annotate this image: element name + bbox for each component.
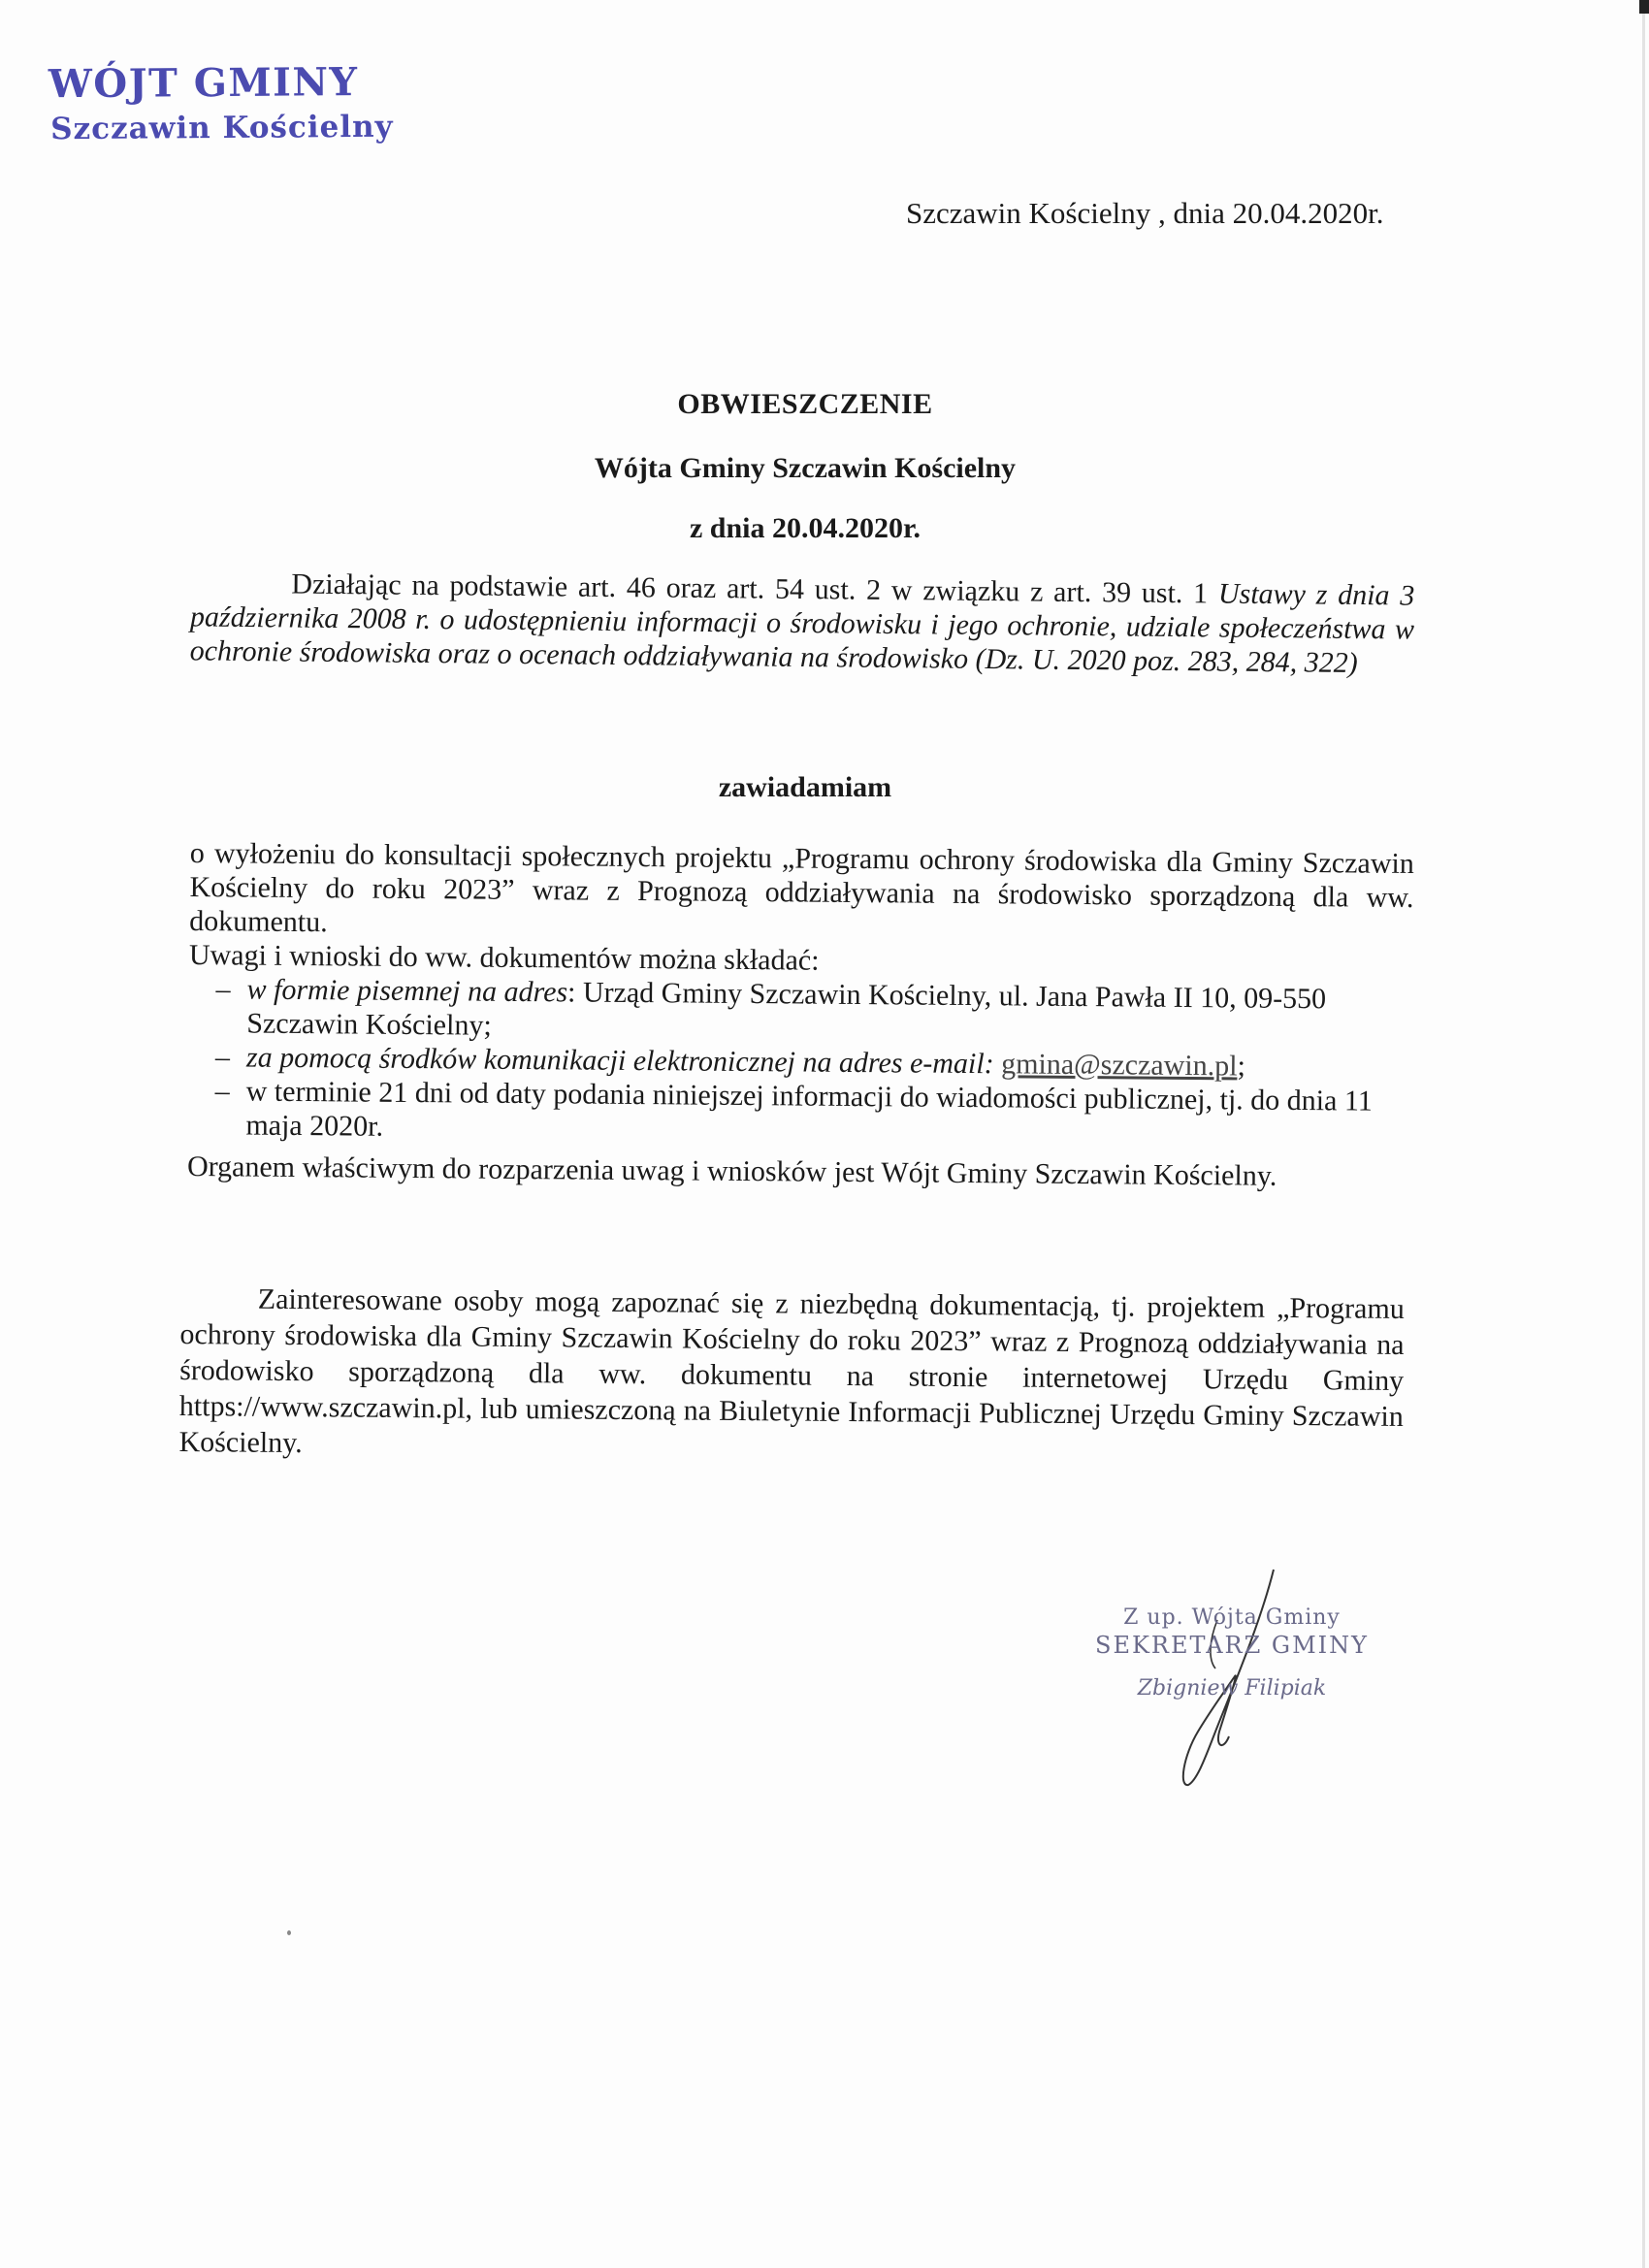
notification-body bbox=[187, 836, 1414, 1194]
legal-act-citation: Ustawy z dnia 3 października 2008 r. o udostępnieniu informacji o środowisku i jego ochronie, udziale społeczeństwa w ochronie środowiska oraz o ocenach oddziaływania na środowisko (Dz. U. 2020 poz. 283, 284, 322) bbox=[189, 577, 1415, 679]
scan-speck bbox=[287, 1930, 291, 1935]
notification-heading: zawiadamiam bbox=[718, 771, 892, 803]
remarks-intro: Uwagi i wnioski do ww. dokumentów można składać: bbox=[188, 938, 820, 977]
postal-address: : Urząd Gminy Szczawin Kościelny, ul. Jana Pawła II 10, 09-550 Szczawin Kościelny; bbox=[246, 976, 1327, 1042]
dash-bullet: – bbox=[214, 1041, 231, 1074]
stamp-municipality: Szczawin Kościelny bbox=[50, 109, 394, 147]
deadline-text: w terminie 21 dni od daty podania niniejszej informacji do wiadomości publicznej, tj. do dnia 11 maja 2020r. bbox=[245, 1075, 1373, 1143]
signature-stamp bbox=[1057, 1605, 1406, 1701]
list-item bbox=[187, 1074, 1412, 1152]
submission-methods-list bbox=[187, 972, 1412, 1152]
legal-basis-text: Działając na podstawie art. 46 oraz art. 54 ust. 2 w związku z art. 39 ust. 1 bbox=[291, 567, 1219, 610]
document-title: OBWIESZCZENIE bbox=[677, 388, 933, 420]
office-header-stamp bbox=[48, 59, 394, 150]
electronic-form-label: za pomocą środków komunikacji elektronicznej na adres e-mail: bbox=[245, 1041, 994, 1081]
competent-authority-paragraph: Organem właściwym do rozparzenia uwag i wniosków jest Wójt Gminy Szczawin Kościelny. bbox=[186, 1150, 1277, 1192]
consultation-paragraph: o wyłożeniu do konsultacji społecznych projektu „Programu ochrony środowiska dla Gminy Szczawin Kościelny do roku 2023” wraz z Prognozą oddziaływania na środowisko sporządzoną dla ww. dokumentu. bbox=[189, 836, 1414, 939]
signature-name: Zbigniew Filipiak bbox=[1137, 1676, 1327, 1701]
scan-corner-mark bbox=[1639, 0, 1649, 14]
document-date-line: Szczawin Kościelny , dnia 20.04.2020r. bbox=[906, 196, 1384, 230]
written-form-label: w formie pisemnej na adres bbox=[246, 973, 568, 1009]
documentation-text: Zainteresowane osoby mogą zapoznać się z niezbędną dokumentacją, tj. projektem „Programu ochrony środowiska dla Gminy Szczawin Kościelny do roku 2023” wraz z Prognozą oddziaływania na środowisko sporządzoną dla ww. dokumentu na stronie internetowej Urzędu Gminy https://www.szczawin.pl, lub umieszczoną na Biuletynie Informacji Publicznej Urzędu Gminy Szczawin Kościelny. bbox=[178, 1282, 1405, 1460]
dash-bullet: – bbox=[214, 1075, 230, 1108]
legal-basis-paragraph bbox=[189, 566, 1414, 680]
dash-bullet: – bbox=[215, 973, 231, 1006]
stamp-title: WÓJT GMINY bbox=[48, 59, 359, 108]
scan-edge-line bbox=[1642, 0, 1645, 2268]
document-subtitle: Wójta Gminy Szczawin Kościelny bbox=[594, 452, 1017, 484]
item-end-punct: ; bbox=[1237, 1050, 1246, 1083]
list-item bbox=[188, 972, 1413, 1051]
signature-authority: Z up. Wójta Gminy bbox=[1123, 1605, 1341, 1630]
signature-position: SEKRETARZ GMINY bbox=[1095, 1632, 1369, 1659]
documentation-paragraph bbox=[178, 1280, 1405, 1471]
document-title-date: z dnia 20.04.2020r. bbox=[689, 512, 922, 544]
email-link[interactable]: gmina@szczawin.pl bbox=[1001, 1048, 1238, 1083]
